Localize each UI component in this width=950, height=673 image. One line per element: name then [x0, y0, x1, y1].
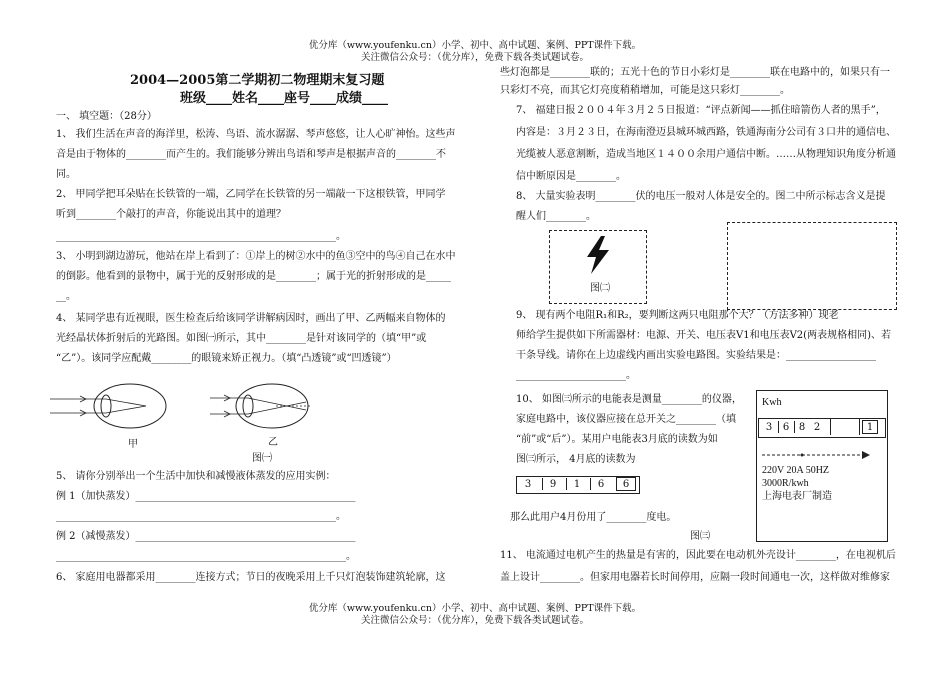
- meter-digit: 3: [765, 422, 773, 433]
- question-5-example-1-line-2: ________________________________________________________。: [56, 511, 346, 522]
- figure-1-caption: 图㈠: [252, 453, 272, 464]
- eye-diagram-a: [50, 384, 166, 428]
- question-10-line-4: 图㈢所示， 4月底的读数为: [516, 454, 636, 465]
- meter-spec-1: 220V 20A 50HZ: [762, 465, 830, 476]
- question-11-line-1: 11、 电流通过电机产生的热量是有害的，因此要在电动机外壳设计________，在电视机后: [500, 550, 896, 561]
- question-7-line-3: 光缆被人恶意割断，造成当地区１４００余用户通信中断。……从物理知识角度分析通: [516, 149, 896, 160]
- question-5-line-1: 5、 请你分别举出一个生活中加快和减慢液体蒸发的应用实例：: [56, 471, 336, 482]
- eye-diagram-label-a: 甲: [128, 439, 138, 450]
- question-7-line-2: 内容是：３月２３日，在海南澄迈县城环城西路，铁通海南分公司有３口井的通信电、: [516, 127, 896, 138]
- april-reading-digit: 6: [616, 477, 636, 491]
- lightning-icon: [583, 236, 613, 274]
- question-8-line-2: 醒人们________。: [516, 211, 596, 222]
- footer-line-1: 优分库（www.youfenku.cn）小学、初中、高中试题、案例、PPT课件下载。: [308, 603, 642, 614]
- question-4-line-2: 光经晶状体折射后的光路图。如图㈠所示，其中________是针对该同学的（填“甲”或: [56, 333, 427, 344]
- question-2-answer-line: ________________________________________________________。: [56, 231, 346, 242]
- exam-info-line: 班级____姓名____座号____成绩____: [180, 91, 389, 106]
- meter-digit: 6: [778, 421, 793, 433]
- question-5-example-1: 例 1（加快蒸发）____________________________________________: [56, 491, 356, 502]
- question-8-line-1: 8、 大量实验表明________伏的电压一般对人体是安全的。图二中所示标志含义是提: [516, 191, 886, 202]
- meter-digit: [830, 419, 860, 435]
- meter-digit: 2: [813, 422, 821, 433]
- meter-disc-arrow: [762, 450, 872, 460]
- header-line-2: 关注微信公众号：（优分库），免费下载各类试题试卷。: [360, 52, 589, 63]
- question-3-line-1: 3、 小明到湖边游玩，他站在岸上看到了：①岸上的树②水中的鱼③空中的鸟④自己在水中: [56, 251, 456, 262]
- meter-spec-2: 3000R/kwh: [762, 478, 809, 489]
- meter-maker: 上海电表厂制造: [762, 491, 832, 502]
- question-11-line-2: 盖上设计________。但家用电器若长时间停用，应隔一段时间通电一次，这样做对维修家: [500, 572, 890, 583]
- footer-line-2: 关注微信公众号：（优分库），免费下载各类试题试卷。: [360, 615, 589, 626]
- question-9-line-4: ______________________。: [516, 370, 636, 381]
- question-4-line-3: “乙”）。该同学应配戴________的眼镜来矫正视力。（填“凸透镜”或“凹透镜”）: [56, 353, 397, 364]
- question-10-line-1: 10、 如图㈢所示的电能表是测量________的仪器，: [516, 394, 742, 405]
- question-9-line-3: 干条导线。请你在上边虚线内画出实验电路图。实验结果是：__________________: [516, 350, 876, 361]
- question-9-line-1: 9、 现有两个电阻R₁和R₂，要判断这两只电阻那个大？（方法多种）现老: [516, 310, 839, 321]
- eye-diagram-label-b: 乙: [268, 437, 278, 448]
- eye-diagram-b: [210, 384, 312, 428]
- april-reading-digit: 9: [542, 478, 563, 490]
- meter-digit: 8: [794, 421, 809, 433]
- question-5-example-2: 例 2（减慢蒸发）____________________________________________: [56, 531, 356, 542]
- april-reading-digit: 1: [566, 478, 587, 490]
- question-10-line-2: 家庭电路中，该仪器应接在总开关之________（填: [516, 414, 736, 425]
- section-fill-blank: 一、 填空题：（28分）: [56, 111, 157, 122]
- question-2-line-2: 听到________个敲打的声音，你能说出其中的道理？: [56, 209, 286, 220]
- question-9-line-2: 师给学生提供如下所需器材：电源、开关、电压表V1和电压表V2(两表规格相同)、若: [516, 330, 891, 341]
- figure-2-caption: 图㈡: [590, 283, 610, 294]
- question-7-line-1: 7、 福建日报２００４年３月２５日报道：“评点新闻——抓住暗箭伤人者的黑手”，: [516, 105, 886, 116]
- meter-unit: Kwh: [762, 397, 782, 408]
- question-5-example-2-line-2: __________________________________________________________。: [56, 551, 356, 562]
- april-reading-digit: 3: [524, 479, 532, 490]
- meter-last-digit: 1: [862, 420, 878, 434]
- question-1-line-3: 同。: [56, 169, 76, 180]
- question-10-line-3: “前”或“后”）。某用户电能表3月底的读数为如: [516, 434, 718, 445]
- question-1-line-2: 音是由于物体的________而产生的。我们能够分辨出鸟语和琴声是根据声音的________不: [56, 149, 446, 160]
- question-7-line-4: 信中断原因是________。: [516, 171, 626, 182]
- header-line-1: 优分库（www.youfenku.cn）小学、初中、高中试题、案例、PPT课件下载。: [308, 40, 642, 51]
- question-3-line-3: __。: [56, 291, 76, 302]
- question-6-line-1: 6、 家庭用电器都采用________连接方式；节日的夜晚采用上千只灯泡装饰建筑轮廓，这: [56, 572, 446, 583]
- question-3-line-2: 的倒影。他看到的景物中，属于光的反射形成的是________；属于光的折射形成的是_____: [56, 271, 451, 282]
- question-6-line-2: 些灯泡都是________联的；五光十色的节日小彩灯是________联在电路中的，如果只有一: [500, 67, 890, 78]
- exam-title: 2004—2005第二学期初二物理期末复习题: [130, 73, 385, 88]
- question-4-line-1: 4、 某同学患有近视眼，医生检查后给该同学讲解病因时，画出了甲、乙两幅来自物体的: [56, 313, 446, 324]
- april-reading-digit: 6: [590, 478, 611, 490]
- question-10-line-5: 那么此用户4月份用了________度电。: [510, 512, 677, 523]
- figure-3-caption: 图㈢: [690, 531, 710, 542]
- eye-diagram-figure: [50, 380, 350, 460]
- question-2-line-1: 2、 甲同学把耳朵贴在长铁管的一端，乙同学在长铁管的另一端敲一下这根铁管，甲同学: [56, 189, 446, 200]
- circuit-drawing-box[interactable]: [727, 222, 897, 310]
- question-6-line-3: 只彩灯不亮，而其它灯亮度稍稍增加，可能是这只彩灯________。: [500, 85, 790, 96]
- question-1-line-1: 1、 我们生活在声音的海洋里，松涛、鸟语、流水潺潺、琴声悠悠，让人心旷神怡。这些声: [56, 129, 456, 140]
